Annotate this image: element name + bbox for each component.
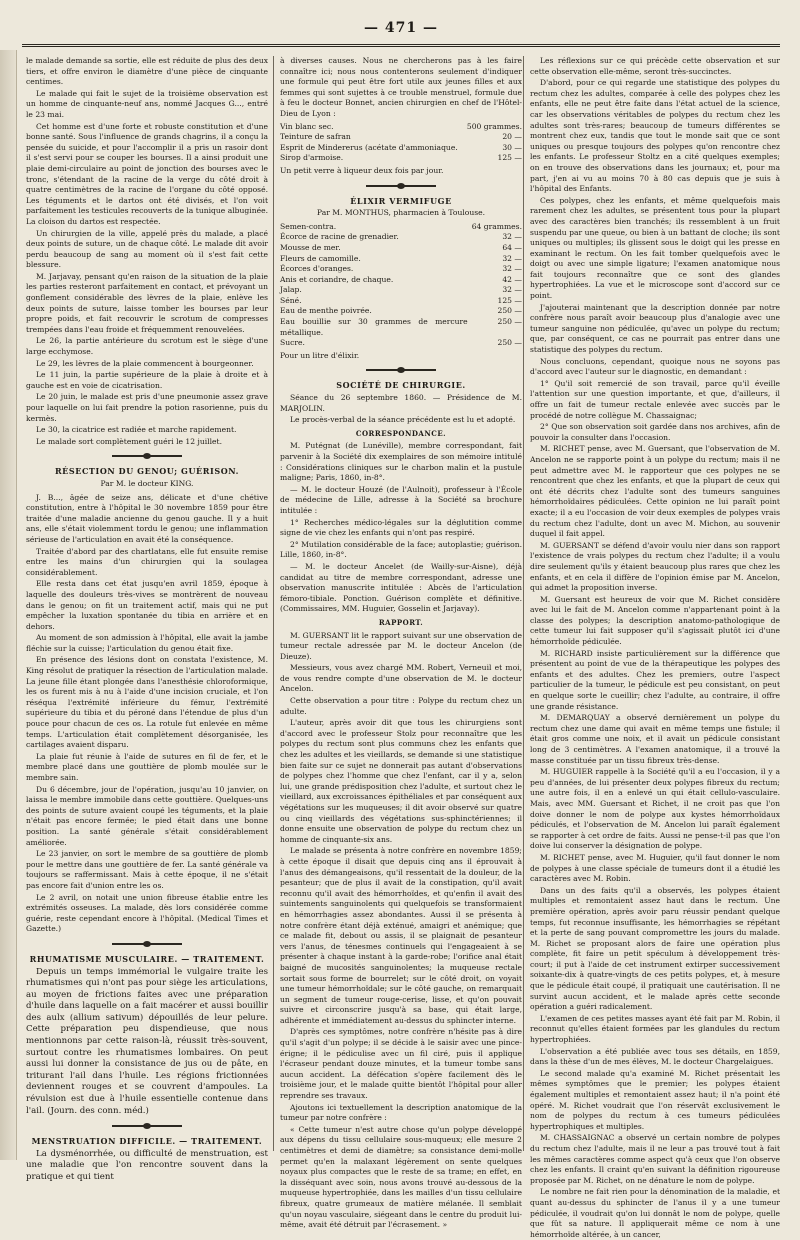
quantity: 32 — bbox=[502, 232, 522, 242]
ingredient: Sirop d'armoise. bbox=[280, 153, 344, 163]
prescription-note: Pour un litre d'élixir. bbox=[280, 350, 360, 360]
subsection-heading: CORRESPONDANCE. bbox=[355, 428, 447, 438]
paragraph: 2° Que son observation soit gardée dans nos archives, afin de pouvoir la consulter dans l'occasion. bbox=[530, 422, 780, 442]
page-number: — 471 — bbox=[364, 20, 438, 36]
ingredient: Mousse de mer. bbox=[280, 242, 341, 252]
paragraph: Traitée d'abord par des chartlatans, elle fut ensuite remise entre les mains d'un chirurgien qui la soulagea considérablement. bbox=[26, 546, 268, 577]
quantity: 250 — bbox=[497, 317, 522, 327]
prescription-row bbox=[280, 222, 522, 233]
quantity: 32 — bbox=[502, 253, 522, 263]
column-right bbox=[530, 56, 780, 1239]
ingredient: Écorce de racine de grenadier. bbox=[280, 232, 399, 242]
paragraph: Le 2 avril, on notait une union fibreuse établie entre les extrémités osseuses. La malade, dès lors considérée comme guérie, reste cependant encore à l'hôpital. (Medical Times et Gazette.) bbox=[26, 892, 268, 934]
quantity: 250 — bbox=[497, 306, 522, 316]
paragraph: M. RICHET pense, avec M. Guersant, que l'observation de M. Ancelon ne se rapporte point à un polype du rectum; mais il ne peut admettre avec M. le rapporteur que ces polypes ne se rencontrent que chez les enfants, et que la plupart de ceux qui ont été décrits chez l'adulte sont des tumeurs sanguines hémorrhoïdaires pédiculées. Cette opinion ne lui paraît point exacte; il a eu l'occasion de voir deux exemples de polypes vrais du rectum chez l'adulte, dont un avec M. Michon, au souvenir duquel il fait appel. bbox=[530, 444, 780, 539]
ingredient: Semen-contra. bbox=[280, 221, 337, 231]
paragraph: M. CHASSAIGNAC a observé un certain nombre de polypes du rectum chez l'adulte, mais il ne leur a pas trouvé tout à fait les mêmes caractères comme aspect qu'à ceux que l'on observe chez les enfants. Il craint qu'en suivant la définition rigoureuse proposée par M. Richet, on ne dénature le nom de polype. bbox=[530, 1133, 780, 1185]
quantity: 30 — bbox=[502, 142, 522, 152]
section-ornament bbox=[366, 183, 436, 189]
ingredient: Esprit de Mindererus (acétate d'ammoniaque. bbox=[280, 142, 458, 152]
prescription-row bbox=[280, 275, 522, 286]
page-header bbox=[22, 20, 780, 47]
paragraph: M. GUERSANT lit le rapport suivant sur une observation de tumeur rectale adressée par M. le docteur Ancelon (de Dieuze). bbox=[280, 630, 522, 661]
paragraph: M. DEMARQUAY a observé dernièrement un polype du rectum chez une dame qui avait en même temps une fistule; il était gros comme une noix, et il avait un pédicule consistant long de 3 centimètres. A l'examen anatomique, il a trouvé la masse constituée par un tissu fibreux très-dense. bbox=[530, 713, 780, 765]
paragraph: D'abord, pour ce qui regarde une statistique des polypes du rectum chez les adultes, comparée à celle des polypes chez les enfants, elle ne peut être faite dans l'état actuel de la science, car les observations véritables de polypes du rectum chez les adultes sont très-rares; beaucoup de tumeurs différentes se montrent chez eux, tandis que tout le monde sait que ce sont uniques ou presque toujours des polypes qu'on rencontre chez les enfants. Le professeur Stoltz en a cité quelques exemples; on en trouve des observations dans les journaux; et, pour ma part, j'en ai vu au moins 70 à 80 cas depuis que je suis à l'hôpital des Enfants. bbox=[530, 78, 780, 194]
ingredient: Écorces d'oranges. bbox=[280, 264, 354, 274]
column-divider bbox=[273, 56, 274, 1151]
ingredient: Teinture de safran bbox=[280, 132, 351, 142]
paragraph: J. B..., âgée de seize ans, délicate et d'une chétive constitution, entre à l'hôpital le 30 novembre 1859 pour être traitée d'une maladie ancienne du genou gauche. Il y a huit ans, elle s'était violemment tordu le genou; une inflammation sérieuse de l'articulation en avait été la conséquence. bbox=[26, 492, 268, 544]
section-heading: MENSTRUATION DIFFICILE. — TRAITEMENT. bbox=[31, 1136, 263, 1147]
paragraph: Cet homme est d'une forte et robuste constitution et d'une bonne santé. Sous l'influence de grands chagrins, il a conçu la pensée du suicide, et pour l'accomplir il a pris un rasoir dont il s'est servi pour se couper les bourses. Il a ainsi produit une plaie demi-circulaire au point de jonction des bourses avec le tronc, s'étendant de la racine de la verge du côté droit à quatre centimètres de la racine de l'organe du côté opposé. Les téguments et le dartos ont été divisés, et l'on voit parfaitement les testicules recouverts de la tunique albuginée. La cloison du dartos est respectée. bbox=[26, 121, 268, 226]
paragraph: Le second malade qu'a examiné M. Richet présentait les mêmes symptômes que le premier; les polypes étaient également multiples et remontaient assez haut; il n'a point été opéré. M. Richet voudrait que l'on réservât exclusivement le nom de polypes du rectum à ces tumeurs pédiculées hypertrophiques et multiples. bbox=[530, 1068, 780, 1131]
ingredient: Fleurs de camomille. bbox=[280, 253, 361, 263]
paragraph: M. Guersant est heureux de voir que M. Richet considère avec lui le fait de M. Ancelon comme n'appartenant point à la classe des polypes; la description anatomo-pathologique de cette tumeur lui fait supposer qu'il s'agissait plutôt ici d'une hémorrhoïde pédiculée. bbox=[530, 594, 780, 647]
ingredient: Sucre. bbox=[280, 338, 305, 348]
section-byline: Par M. le docteur KING. bbox=[100, 478, 194, 488]
paragraph: M. HUGUIER rappelle à la Société qu'il a eu l'occasion, il y a peu d'années, de lui présenter deux polypes fibreux du rectum; une autre fois, il en a enlevé un qui était cellulo-vasculaire. Mais, avec MM. Guersant et Richet, il ne croit pas que l'on doive donner le nom de polype aux kystes hémorrhoïdaux pédiculés, et l'observation de M. Ancelon lui paraît également se rapporter à cet ordre de faits. Aussi ne pense-t-il pas que l'on doive lui conserver la désignation de polype. bbox=[530, 767, 780, 851]
prescription-row bbox=[280, 122, 522, 133]
paragraph: à diverses causes. Nous ne chercherons pas à les faire connaître ici; nous nous contenterons seulement d'indiquer une formule qui peut être fort utile aux jeunes filles et aux femmes qui sont sujettes à ce trouble menstruel, formule due à feu le docteur Bonnet, ancien chirurgien en chef de l'Hôtel-Dieu de Lyon : bbox=[280, 56, 522, 118]
quantity: 32 — bbox=[502, 264, 522, 274]
paragraph: Le 26, la partie antérieure du scrotum est le siège d'une large ecchymose. bbox=[26, 336, 268, 357]
paragraph: Le malade se présenta à notre confrère en novembre 1859; à cette époque il disait que depuis cinq ans il éprouvait à l'anus des démangeaisons, qu'il ressentait de la douleur, de la pesanteur; que de plus il avait de la constipation, qu'il avait reconnu qu'il avait des hémorrhoïdes, et qu'enfin il avait des suintements sanguinolents qui quelquefois se transformaient en hémorrhagies assez abondantes. Aussi il se présenta à notre confrère étant déjà exténué, amaigri et anémique; que ce malade fit, debout ou assis, il se plaignait de pesanteur vers l'anus, de ténesmes continuels qui l'engageaient à se présenter à chaque instant à la garde-robe; l'orifice anal était baigné de mucosités sanguinolentes; la muqueuse rectale sortait sous forme de bourrelet; sur le côté droit, on voyait une tumeur hémorrhoïdale; sur le côté gauche, on remarquait un segment de tumeur rouge-cerise, lisse, et qu'on pouvait suivre et circonscrire jusqu'à sa base, qui était large, adhérente et immédiatement au-dessus du sphincter interne. bbox=[280, 846, 522, 1025]
prescription-table bbox=[280, 122, 522, 164]
quantity: 500 grammes. bbox=[466, 121, 522, 131]
binding-margin bbox=[0, 50, 17, 1160]
paragraph: Ajoutons ici textuellement la description anatomique de la tumeur par notre confrère : bbox=[280, 1102, 522, 1123]
prescription-row bbox=[280, 306, 522, 317]
paragraph: La plaie fut réunie à l'aide de sutures en fil de fer, et le membre placé dans une gouttière de plomb moulée sur le membre sain. bbox=[26, 751, 268, 782]
paragraph: La dysménorrhée, ou difficulté de menstruation, est une maladie que l'on rencontre souvent dans la pratique et qui tient bbox=[26, 1148, 268, 1182]
paragraph: Cette observation a pour titre : Polype du rectum chez un adulte. bbox=[280, 696, 522, 716]
paragraph: Un chirurgien de la ville, appelé près du malade, a placé deux points de suture, un de chaque côté. Le malade dit avoir perdu beaucoup de sang au moment où il s'est fait cette blessure. bbox=[26, 228, 268, 270]
paragraph: Le 20 juin, le malade est pris d'une pneumonie assez grave pour laquelle on lui fait prendre la potion rasorienne, puis du kermès. bbox=[26, 392, 268, 423]
paragraph: Le 29, les lèvres de la plaie commencent à bourgeonner. bbox=[36, 358, 254, 368]
column-middle bbox=[280, 56, 522, 1230]
quantity: 250 — bbox=[497, 338, 522, 348]
paragraph: — M. le docteur Ancelet (de Wailly-sur-Aisne), déjà candidat au titre de membre correspondant, adresse une observation manuscrite intitulée : Abcès de l'articulation fémoro-tibiale. Ponction. Guérison complète et définitive. (Commissaires, MM. Huguier, Gosselin et Jarjavay). bbox=[280, 561, 522, 614]
paragraph: Du 6 décembre, jour de l'opération, jusqu'au 10 janvier, on laissa le membre immobile dans cette gouttière. Quelques-uns des points de suture avaient coupé les téguments, et la plaie n'était pas encore fermée; le pied était dans une bonne position. La santé générale s'était considérablement améliorée. bbox=[26, 784, 268, 847]
paragraph: M. Putégnat (de Lunéville), membre correspondant, fait parvenir à la Société dix exemplaires de son mémoire intitulé : Considérations cliniques sur le charbon malin et la pustule maligne; Paris, 1860, in-8°. bbox=[280, 441, 522, 483]
paragraph: L'examen de ces petites masses ayant été fait par M. Robin, il reconnut qu'elles étaient formées par les glandules du rectum hypertrophiées. bbox=[530, 1013, 780, 1045]
prescription-row bbox=[280, 243, 522, 254]
paragraph: le malade demande sa sortie, elle est réduite de plus des deux tiers, et offre environ le diamètre d'une pièce de cinquante centimes. bbox=[26, 56, 268, 87]
paragraph: 2° Mutilation considérable de la face; autoplastie; guérison. Lille, 1860, in-8°. bbox=[280, 539, 522, 560]
paragraph: Au moment de son admission à l'hôpital, elle avait la jambe fléchie sur la cuisse; l'articulation du genou était fixe. bbox=[26, 633, 268, 653]
paragraph: 1° Recherches médico-légales sur la déglutition comme signe de vie chez les enfants qui n'ont pas respiré. bbox=[280, 517, 522, 538]
prescription-table bbox=[280, 222, 522, 349]
paragraph: « Cette tumeur n'est autre chose qu'un polype développé aux dépens du tissu cellulaire sous-muqueux; elle mesure 2 centimètres et demi de diamètre; sa consistance demi-molle permet qu'en la malaxant légèrement on sente quelques noyaux plus compactes que le reste de sa trame; en effet, en la disséquant avec soin, nous avons trouvé au-dessous de la muqueuse hypertrophiée, dans les mailles d'un tissu cellulaire fibreux, quatre grumeaux de matière mélanée. Il semblait qu'un noyau vasculaire, siégeant dans le centre du produit lui-même, avait été détruit par l'écrasement. » bbox=[280, 1124, 522, 1230]
paragraph: Messieurs, vous avez chargé MM. Robert, Verneuil et moi, de vous rendre compte d'une observation de M. le docteur Ancelon. bbox=[280, 663, 522, 694]
paragraph: Le malade qui fait le sujet de la troisième observation est un homme de cinquante-neuf ans, nommé Jacques G..., entré le 23 mai. bbox=[26, 88, 268, 119]
paragraph: Dans un des faits qu'il a observés, les polypes étaient multiples et remontaient assez haut dans le rectum. Une première opération, après avoir paru réussir pendant quelque temps, fut reconnue insuffisante, les hémorrhagies se répétant et la perte de sang pouvant compromettre les jours du malade. M. Richet se proposant alors de faire une opération plus complète, fit faire un petit spéculum à développement très-court; il put à l'aide de cet instrument extirper successivement soixante-dix à quatre-vingts de ces petits polypes, et, à mesure que le pédicule était coupé, il pratiquait une cautérisation. Il ne survint aucun accident, et le malade après cette seconde opération a guéri radicalement. bbox=[530, 885, 780, 1012]
paragraph: Depuis un temps immémorial le vulgaire traite les rhumatismes qui n'ont pas pour siège les articulations, au moyen de frictions faites avec une préparation d'huile dans laquelle on a fait macérer et aussi bouillir des aulx (allium sativum) dépouillés de leur pelure. Cette préparation peu dispendieuse, que nous mentionnons par cette raison-là, réussit très-souvent, surtout contre les rhumatismes lombaires. On peut aussi lui donner la consistance de jus ou de pâte, en triturant l'ail dans l'huile. Les régions frictionnées deviennent rouges et se couvrent d'ampoules. La révulsion est due à l'huile essentielle contenue dans l'ail. (Journ. des conn. méd.) bbox=[26, 966, 268, 1116]
paragraph: Le nombre ne fait rien pour la dénomination de la maladie, et quant au-dessus du sphincter de l'anus il y a une tumeur pédiculée, il voudrait qu'on lui donnât le nom de polype, quelle que fût sa nature. Il appliquerait même ce nom à une hémorrhoïde altérée, à un cancer, bbox=[530, 1187, 780, 1239]
ingredient: Vin blanc sec. bbox=[280, 121, 334, 131]
ingredient: Anis et coriandre, de chaque. bbox=[280, 274, 394, 284]
paragraph: Séance du 26 septembre 1860. — Présidence de M. MARJOLIN. bbox=[280, 393, 522, 413]
prescription-row bbox=[280, 143, 522, 154]
section-ornament bbox=[112, 1123, 182, 1129]
section-heading: RÉSECTION DU GENOU; GUÉRISON. bbox=[54, 466, 240, 477]
column-divider bbox=[523, 56, 524, 1151]
section-ornament bbox=[112, 941, 182, 947]
prescription-row bbox=[280, 153, 522, 164]
quantity: 42 — bbox=[502, 274, 522, 284]
paragraph: Le 30, la cicatrice est radiée et marche rapidement. bbox=[36, 425, 237, 435]
section-heading: SOCIÉTÉ DE CHIRURGIE. bbox=[336, 380, 466, 391]
paragraph: 1° Qu'il soit remercié de son travail, parce qu'il éveille l'attention sur une question importante, et que, d'ailleurs, il offre un fait de tumeur rectale enlevée avec succès par le procédé de notre collègue M. Chassaignac; bbox=[530, 378, 780, 420]
paragraph: Le 11 juin, la partie supérieure de la plaie à droite et à gauche est en voie de cicatrisation. bbox=[26, 370, 268, 390]
paragraph: M. Jarjavay, pensant qu'en raison de la situation de la plaie les parties resteront parfaitement en contact, et prévoyant un gonflement considérable des lèvres de la plaie, enlève les deux points de suture, laisse tomber les bourses par leur propre poids, et fait recouvrir le scrotum de compresses trempées dans l'eau froide et fréquemment renouvelées. bbox=[26, 271, 268, 334]
paragraph: L'auteur, après avoir dit que tous les chirurgiens sont d'accord avec le professeur Stolz pour reconnaître que les polypes du rectum sont plus communs chez les enfants que chez les adultes et les vieillards, se demande si une statistique bien faite sur ce sujet ne donnerait pas autant d'observations de polypes chez l'homme que chez l'enfant, car il y a, selon lui, une grande prédisposition chez l'adulte, et surtout chez le vieillard, aux excroissances épithéliales et par conséquent aux végétations sur les muqueuses; il dit avoir observé sur quatre ou cinq vieillards des végétations sus-sphinctériennes; il donne ensuite une observation de polype du rectum chez un homme de cinquante-six ans. bbox=[280, 718, 522, 844]
section-ornament bbox=[112, 453, 182, 459]
quantity: 125 — bbox=[497, 153, 522, 163]
paragraph: D'après ces symptômes, notre confrère n'hésite pas à dire qu'il s'agit d'un polype; il se décide à le saisir avec une pince-érigne; il le pédiculise avec un fil ciré, puis il applique l'écraseur pendant douze minutes, et la tumeur tombe sans aucun accident. La défécation s'opère facilement dès le troisième jour, et le malade quitte bientôt l'hôpital pour aller reprendre ses travaux. bbox=[280, 1027, 522, 1101]
paragraph: En présence des lésions dont on constata l'existence, M. King résolut de pratiquer la résection de l'articulation malade. La jeune fille étant plongée dans l'anesthésie chloroformique, les os furent mis à nu à l'aide d'une incision cruciale, et l'on réséqua l'extrémité inférieure du fémur, l'extrémité supérieure du tibia et du péroné dans l'étendue de plus d'un pouce pour chacun de ces os. La rotule fut enlevée en même temps. L'articulation était complètement désorganisée, les cartilages avaient disparu. bbox=[26, 655, 268, 750]
prescription-row bbox=[280, 317, 522, 338]
prescription-note: Un petit verre à liqueur deux fois par jour. bbox=[280, 165, 444, 175]
prescription-row bbox=[280, 132, 522, 143]
subsection-heading: RAPPORT. bbox=[378, 617, 424, 627]
prescription-row bbox=[280, 264, 522, 275]
paragraph: L'observation a été publiée avec tous ses détails, en 1859, dans la thèse d'un de mes élèves, M. le docteur Chargelaigues. bbox=[530, 1046, 780, 1067]
quantity: 64 — bbox=[502, 242, 522, 252]
quantity: 20 — bbox=[502, 132, 522, 142]
section-heading: RHUMATISME MUSCULAIRE. — TRAITEMENT. bbox=[29, 953, 265, 964]
column-left bbox=[26, 56, 268, 1182]
ingredient: Eau bouillie sur 30 grammes de mercure métallique. bbox=[280, 317, 468, 337]
quantity: 125 — bbox=[497, 295, 522, 305]
prescription-row bbox=[280, 338, 522, 349]
paragraph: M. RICHARD insiste particulièrement sur la différence que présentent au point de vue de la thérapeutique les polypes des enfants et des adultes. Chez les premiers, outre l'aspect particulier de la tumeur, le pédicule est peu consistant, on peut en quelque sorte le cueillir; chez l'adulte, au contraire, il offre une grande résistance. bbox=[530, 648, 780, 711]
paragraph: Le 23 janvier, on sort le membre de sa gouttière de plomb pour le mettre dans une gouttière de fer. La santé générale va toujours se raffermissant. Mais à cette époque, il ne s'était pas encore fait d'union entre les os. bbox=[26, 849, 268, 890]
paragraph: J'ajouterai maintenant que la description donnée par notre confrère nous paraît avoir beaucoup plus d'analogie avec une tumeur sanguine non pédiculée, qu'avec un polype du rectum; que, par conséquent, ce cas ne pourrait pas entrer dans une statistique des polypes du rectum. bbox=[530, 302, 780, 355]
section-ornament bbox=[366, 367, 436, 373]
paragraph: M. GUERSANT se défend d'avoir voulu nier dans son rapport l'existence de vrais polypes du rectum chez l'adulte; il a voulu dire seulement qu'ils y étaient beaucoup plus rares que chez les enfants, et en cela il diffère de l'opinion émise par M. Ancelon, qui admet la proposition inverse. bbox=[530, 540, 780, 593]
section-heading: ÉLIXIR VERMIFUGE bbox=[350, 195, 452, 206]
paragraph: Le procès-verbal de la séance précédente est lu et adopté. bbox=[290, 415, 516, 425]
paragraph: Le malade sort complètement guéri le 12 juillet. bbox=[36, 436, 222, 446]
paragraph: M. RICHET pense, avec M. Huguier, qu'il faut donner le nom de polypes à une classe spéciale de tumeurs dont il a étudié les caractères avec M. Robin. bbox=[530, 852, 780, 884]
ingredient: Eau de menthe poivrée. bbox=[280, 306, 372, 316]
section-byline: Par M. MONTHUS, pharmacien à Toulouse. bbox=[316, 208, 486, 218]
ingredient: Jalap. bbox=[280, 285, 302, 295]
prescription-row bbox=[280, 285, 522, 296]
paragraph: Les réflexions sur ce qui précède cette observation et sur cette observation elle-même, seront très-succinctes. bbox=[530, 56, 780, 76]
paragraph: Ces polypes, chez les enfants, et même quelquefois mais rarement chez les adultes, se présentent tous pour la plupart avec des caractères bien tranchés; ils ressemblent à un fruit suspendu par une queue, ou bien à un battant de cloche; ils sont uniques ou multiples; ils glissent sous le doigt qui les presse en examinant le rectum. On les fait tomber quelquefois avec le doigt ou avec une simple ligature; l'examen anatomique nous fait toujours reconnaître que ce sont des glandes hypertrophiées. La vue et le microscope sont d'accord sur ce point. bbox=[530, 195, 780, 301]
ingredient: Séné. bbox=[280, 295, 302, 305]
paragraph: — M. le docteur Houzé (de l'Aulnoit), professeur à l'École de médecine de Lille, adresse à la Société sa brochure intitulée : bbox=[280, 484, 522, 515]
prescription-row bbox=[280, 232, 522, 243]
quantity: 64 grammes. bbox=[471, 221, 522, 231]
prescription-row bbox=[280, 296, 522, 307]
paragraph: Nous concluons, cependant, quoique nous ne soyons pas d'accord avec l'auteur sur le diagnostic, en demandant : bbox=[530, 356, 780, 377]
quantity: 32 — bbox=[502, 285, 522, 295]
prescription-row bbox=[280, 254, 522, 265]
paragraph: Elle resta dans cet état jusqu'en avril 1859, époque à laquelle des douleurs très-vives se montrèrent de nouveau dans le genou; on fit un traitement actif, mais qui ne put empêcher la luxation spontanée du tibia en arrière et en dehors. bbox=[26, 579, 268, 631]
